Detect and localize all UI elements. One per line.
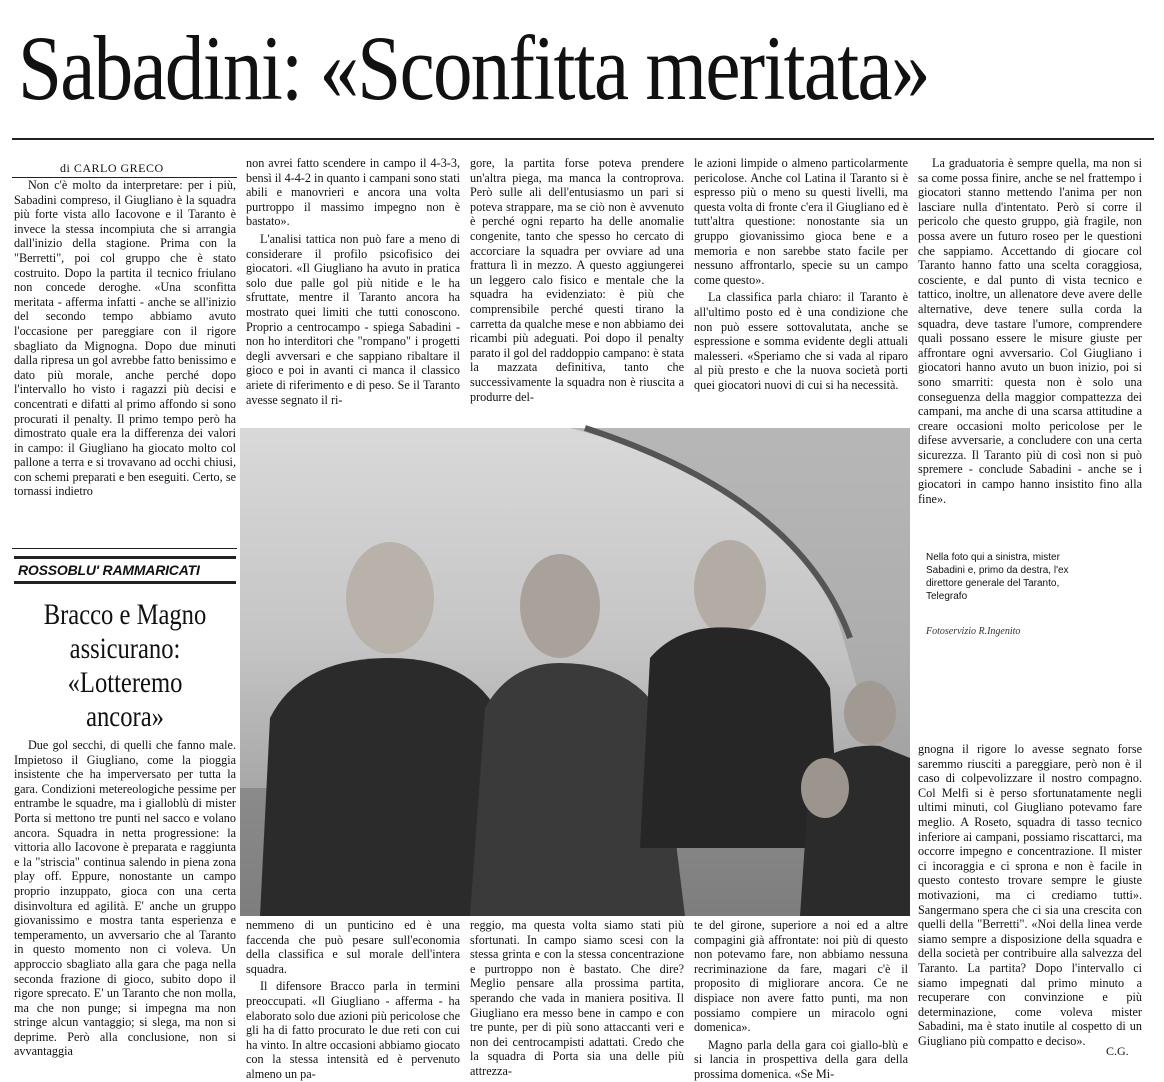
sidebar-headline-line: assicurano: <box>69 632 181 665</box>
sidebar-column-4 <box>694 918 908 1081</box>
paragraph: La graduatoria è sempre quella, ma non si sa come possa finire, anche se nel frattempo i giocatori stanno mettendo l'anima per non lasciare nulla d'intentato. Però si corre il pericolo che questo gruppo, già fragile, non possa avere un futuro roseo per le questioni che sappiamo. Accettando di giocare col Taranto hanno fatto una scelta coraggiosa, cosciente, e dal punto di vista tecnico e tattico, inoltre, un allenatore deve avere delle alternative, deve tenere sulla corda la squadra, deve tastare l'umore, comprendere quali possano essere le misure giuste per affrontare ogni avversario. Col Giugliano i giocatori hanno avuto un buon inizio, poi si sono smarriti: questa non è solo una conseguenza della maggior compattezza dei campani, ma anche di una scarsa attitudine a creare occasioni molto pericolose per le difese avversarie, a concludere con una certa sicurezza. Il Taranto più di così non si può spremere - conclude Sabadini - anche se i giocatori in campo hanno insistito fino alla fine». <box>918 156 1142 506</box>
paragraph: reggio, ma questa volta siamo stati più sfortunati. In campo siamo scesi con la stessa grinta e con la stessa concentrazione e purtroppo non è bastato. Che dire? Meglio pensare alla prossima partita, sperando che vada in maniera positiva. Il Giugliano era messo bene in campo e con tre punte, per di più sono attaccanti veri e non dei centrocampisti adattati. Credo che la squadra di Porta sia una delle più attrezza- <box>470 918 684 1078</box>
sidebar-rule <box>12 548 237 549</box>
photo-credit: Fotoservizio R.Ingenito <box>926 626 1021 637</box>
sidebar-column-2 <box>246 918 460 1081</box>
sidebar-column-3 <box>470 918 684 1078</box>
sidebar-headline-line: Bracco e Magno <box>43 598 207 631</box>
team-bench-photo <box>240 428 910 916</box>
paragraph: le azioni limpide o almeno particolarmente pericolose. Anche col Latina il Taranto si è espresso più o meno su questi livelli, ma questa volta di fronte c'era il Giugliano ed è tutt'altra questione: nonostante sia un gruppo giovanissimo gioca bene e a memoria e non sarebbe stato facile per nessuno affrontarlo, specie su un campo come questo». <box>694 156 908 287</box>
paragraph: Non c'è molto da interpretare: per i più, Sabadini compreso, il Giugliano è la squadra più forte vista allo Iacovone e il Taranto è invece la stessa incompiuta che si arrangia dall'inizio della stagione. Prima con la "Berretti", poi col gruppo che è stato costruito. Dopo la partita il tecnico friulano non concede deroghe. «Una sconfitta meritata - afferma infatti - anche se all'inizio del secondo tempo abbiamo avuto l'occasione per pareggiare con il rigore sbagliato da Mignogna. Dopo due minuti dalla ripresa un gol avrebbe fatto benissimo e dato più morale, anche perché dopo l'intervallo ho visto i ragazzi più decisi e concentrati e difatti al primo affondo si sono procurati il penalty. Il primo tempo però ha dimostrato quale era la differenza dei valori in campo: il Giugliano ha giocato molto col pallone a terra e si trovavano ad occhi chiusi, con schemi preparati e ben eseguiti. Certo, se tornassi indietro <box>14 178 236 499</box>
sidebar-headline <box>14 598 236 734</box>
headline: Sabadini: «Sconfitta meritata» <box>18 17 929 119</box>
article-column-4 <box>694 156 908 426</box>
paragraph: non avrei fatto scendere in campo il 4-3-3, bensì il 4-4-2 in quanto i campani sono stati abili e manovrieri e ancora una volta purtroppo il massimo impegno non è bastato». <box>246 156 460 229</box>
paragraph: Due gol secchi, di quelli che fanno male. Impietoso il Giugliano, come la pioggia insistente che ha imperversato per tutta la gara. Condizioni metereologiche pessime per entrambe le squadre, ma i gialloblù di mister Porta si mettono tre punti nel sacco e volano ancora. Squadra in netta progressione: la vittoria allo Iacovone è preparata e raggiunta e la "striscia" continua salendo in piena zona play off. Eppure, nonostante un campo proprio inzuppato, gioca con una certa disinvoltura ed agilità. E' anche un gruppo giovanissimo e mostra tanta esperienza e temperamento, un avversario che al Taranto in questo momento non ci voleva. Un approccio sbagliato alla gara che paga nella seconda frazione di gioco, subito dopo il rigore sprecato. E' un Taranto che non molla, ma che non punge; si impegna ma non stringe alcun vantaggio; si slega, ma non si deprime. Però alla conclusione, non si avvantaggia <box>14 738 236 1059</box>
paragraph: gnogna il rigore lo avesse segnato forse saremmo riusciti a pareggiare, però non è il caso di colpevolizzare il nostro compagno. Col Melfi si è perso sfortunatamente negli ultimi minuti, col Giugliano potevamo fare meglio. A Roseto, squadra di tasso tecnico inferiore ai campani, possiamo riscattarci, ma occorre impegno e concentrazione. Il mister ci incoraggia e ci sprona e non è facile in questo contesto trovare sempre le giuste motivazioni, ma ci crediamo tutti». Sangermano spera che ci sia una crescita con quelli della "Berretti". «Noi della linea verde siamo sempre a disposizione della squadra e della società per contribuire alla salvezza del Taranto. La partita? Dopo l'intervallo ci siamo impegnati dal primo minuto a recuperare con convinzione e più determinazione, come voleva mister Sabadini, ma è stato inutile al cospetto di un Giugliano più compatto e deciso». <box>918 742 1142 1048</box>
sidebar-column <box>14 738 236 1062</box>
sidebar-kicker: ROSSOBLU' RAMMARICATI <box>14 556 236 584</box>
paragraph: nemmeno di un punticino ed è una faccenda che può pesare sull'economia della classifica e sul morale dell'intera squadra. <box>246 918 460 976</box>
article-column-3 <box>470 156 684 426</box>
article-column-2 <box>246 156 460 426</box>
paragraph: gore, la partita forse poteva prendere un'altra piega, ma manca la controprova. Però sulle ali dell'entusiasmo un pari si poteva strappare, ma se ciò non è avvenuto è perché ogni reparto ha delle anomalie congenite, tanto che spesso ho cercato di accorciare la squadra per ovviare ad una frattura lì in mezzo. A questo aggiungerei un leggero calo fisico e mentale che la squadra ha evidenziato: è più che comprensibile perché questi tirano la carretta da qualche mese e non abbiamo dei ricambi più adeguati. Poi dopo il penalty parato il gol del raddoppio campano: è stata la mazzata definitiva, tanto che successivamente la squadra non è riuscita a produrre del- <box>470 156 684 404</box>
byline: di CARLO GRECO <box>60 161 164 175</box>
paragraph: te del girone, superiore a noi ed a altre compagini già affrontate: noi più di questo non potevamo fare, non abbiamo nessuna recriminazione da fare, magari c'è il proposito di migliorare ancora. Ce ne dispiace non avere fatto punti, ma non possiamo compiere un miracolo ogni domenica». <box>694 918 908 1035</box>
paragraph: Magno parla della gara coi giallo-blù e si lancia in prospettiva della gara della prossima domenica. «Se Mi- <box>694 1037 908 1081</box>
paragraph: La classifica parla chiaro: il Taranto è all'ultimo posto ed è una condizione che non può essere sottovalutata, anche se espressione e somma evidente degli attuali malesseri. «Speriamo che si vada al riparo al più presto e che la nuova società porti quei giocatori nuovi di cui si ha necessità. <box>694 290 908 392</box>
sidebar-headline-line: «Lotteremo ancora» <box>67 666 183 733</box>
photo-caption: Nella foto qui a sinistra, mister Sabadini e, primo da destra, l'ex direttore generale del Taranto, Telegrafo <box>926 552 1069 602</box>
sidebar-column-5 <box>918 742 1142 1048</box>
author-signature: C.G. <box>1106 1044 1129 1058</box>
paragraph: Il difensore Bracco parla in termini preoccupati. «Il Giugliano - afferma - ha elaborato solo due azioni più pericolose che gli ha di fatto procurato le due reti con cui ha vinto. In altre occasioni abbiamo giocato con la stessa intensità ed è pervenuto almeno un pa- <box>246 979 460 1081</box>
paragraph: L'analisi tattica non può fare a meno di considerare il profilo psicofisico dei giocatori. «Il Giugliano ha avuto in pratica solo due palle gol più nitide e le ha sfruttate, mentre il Taranto ancora ha mostrato quei limiti che tutti conoscono. Proprio a centrocampo - spiega Sabadini - non ho interditori che "rompano" i progetti degli avversari e che sappiano ribaltare il gioco e poi in avanti ci manca il classico ariete di riferimento e di peso. Se il Taranto avesse segnato il ri- <box>246 231 460 407</box>
article-column-1 <box>14 178 236 550</box>
headline-rule <box>12 138 1154 140</box>
article-column-5 <box>918 156 1142 544</box>
